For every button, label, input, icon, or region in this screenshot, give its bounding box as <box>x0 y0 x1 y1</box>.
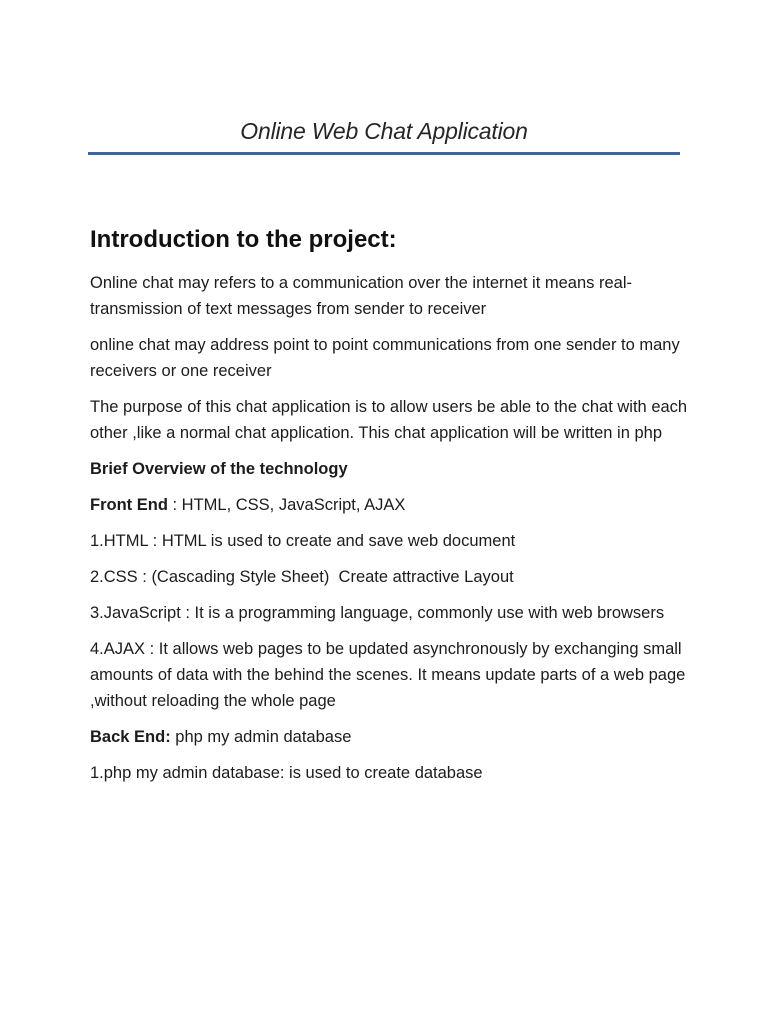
title-underline <box>88 152 680 155</box>
list-item: 1.php my admin database: is used to create database <box>90 764 483 782</box>
front-end-line <box>90 492 690 518</box>
subsection-heading: Brief Overview of the technology <box>90 460 348 478</box>
list-item: 2.CSS : (Cascading Style Sheet) Create attractive Layout <box>90 568 514 586</box>
front-end-value: : HTML, CSS, JavaScript, AJAX <box>167 496 406 514</box>
back-end-value: php my admin database <box>170 728 352 746</box>
list-item: 3.JavaScript : It is a programming language, commonly use with web browsers <box>90 604 665 622</box>
list-item: 4.AJAX : It allows web pages to be updated asynchronously by exchanging small amounts of data with the behind the scenes. It means update parts of a web page ,without reloading the whole page <box>90 640 686 710</box>
back-end-line <box>90 724 690 750</box>
back-end-label: Back End: <box>90 728 171 746</box>
document-title: Online Web Chat Application <box>240 118 528 144</box>
paragraph: Online chat may refers to a communication over the internet it means real-transmission of text messages from sender to receiver <box>90 274 632 318</box>
list-item: 1.HTML : HTML is used to create and save web document <box>90 532 516 550</box>
paragraph: online chat may address point to point communications from one sender to many receivers or one receiver <box>90 336 680 380</box>
document-body <box>90 220 690 796</box>
front-end-label: Front End <box>90 496 168 514</box>
paragraph: The purpose of this chat application is to allow users be able to the chat with each other ,like a normal chat application. This chat application will be written in php <box>90 398 688 442</box>
section-heading: Introduction to the project: <box>90 226 397 253</box>
